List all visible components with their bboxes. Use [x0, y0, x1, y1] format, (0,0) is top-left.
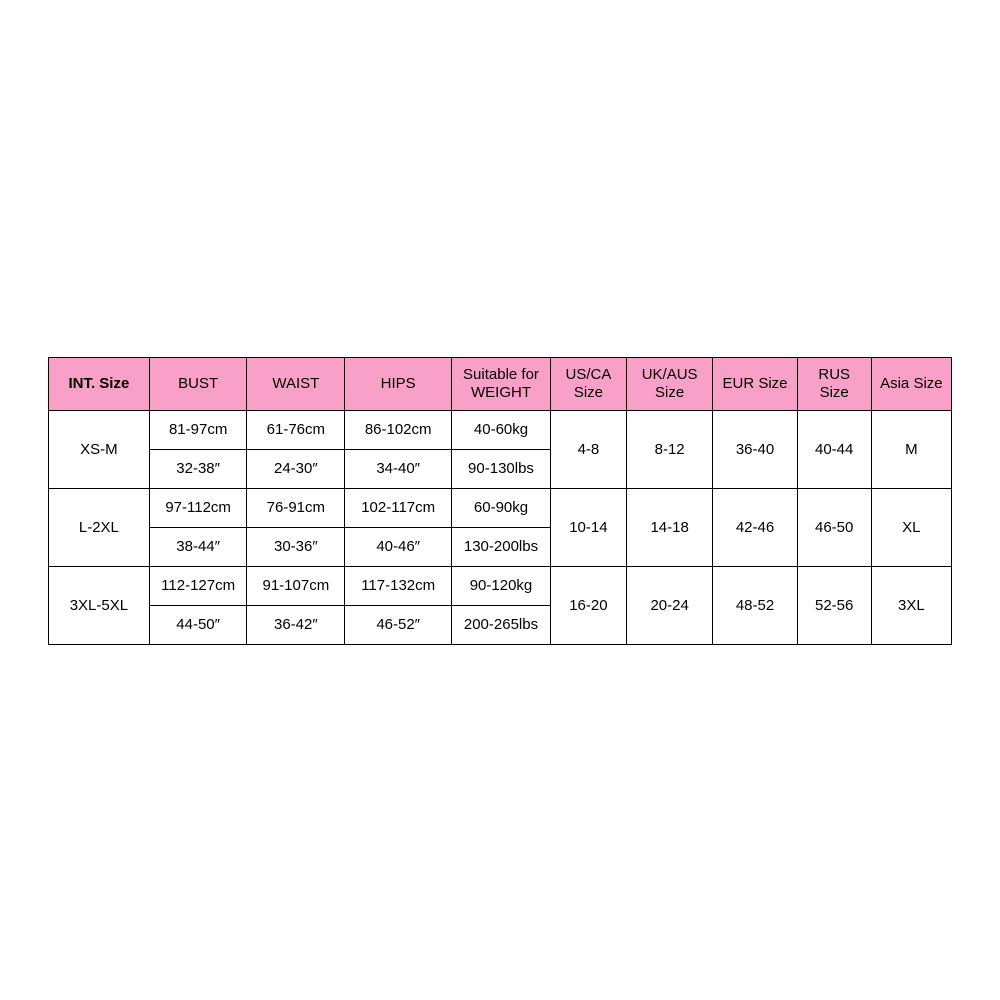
column-header-asia	[871, 358, 951, 411]
cell-rus-size: 46-50	[797, 489, 871, 567]
cell-bust-metric: 112-127cm	[149, 567, 247, 606]
cell-weight-metric: 40-60kg	[452, 411, 551, 450]
column-header-label-line1: US/CA	[565, 366, 612, 383]
cell-eur-size: 42-46	[713, 489, 797, 567]
cell-bust-imperial: 38-44″	[149, 528, 247, 567]
cell-hips-metric: 86-102cm	[345, 411, 452, 450]
column-header-us-ca	[550, 358, 626, 411]
cell-bust-metric: 81-97cm	[149, 411, 247, 450]
cell-waist-metric: 91-107cm	[247, 567, 345, 606]
cell-bust-imperial: 44-50″	[149, 606, 247, 645]
cell-weight-imperial: 130-200lbs	[452, 528, 551, 567]
cell-asia-size: 3XL	[871, 567, 951, 645]
cell-hips-metric: 117-132cm	[345, 567, 452, 606]
cell-hips-imperial: 34-40″	[345, 450, 452, 489]
cell-waist-imperial: 30-36″	[247, 528, 345, 567]
row-size-label	[49, 411, 150, 489]
cell-waist-imperial: 36-42″	[247, 606, 345, 645]
column-header-eur	[713, 358, 797, 411]
cell-weight-metric: 60-90kg	[452, 489, 551, 528]
cell-waist-imperial: 24-30″	[247, 450, 345, 489]
table-row	[49, 567, 952, 606]
cell-waist-metric: 76-91cm	[247, 489, 345, 528]
column-header-label: WAIST	[272, 375, 320, 393]
cell-eur-size: 48-52	[713, 567, 797, 645]
column-header-label-line2: Size	[573, 384, 603, 401]
cell-hips-metric: 102-117cm	[345, 489, 452, 528]
cell-weight-imperial: 200-265lbs	[452, 606, 551, 645]
column-header-label-line1: Suitable for	[463, 366, 539, 383]
cell-waist-metric: 61-76cm	[247, 411, 345, 450]
cell-uk-aus-size: 8-12	[626, 411, 712, 489]
cell-uk-aus-size: 14-18	[626, 489, 712, 567]
column-header-label-line2: Size	[819, 384, 849, 401]
column-header-label-line1: RUS	[818, 366, 851, 383]
cell-rus-size: 52-56	[797, 567, 871, 645]
column-header-weight	[452, 358, 551, 411]
table-header-row	[49, 358, 952, 411]
cell-hips-imperial: 46-52″	[345, 606, 452, 645]
size-chart-container	[48, 357, 952, 645]
row-size-label	[49, 567, 150, 645]
column-header-label: HIPS	[380, 375, 416, 393]
column-header-label-line2: WEIGHT	[471, 384, 531, 401]
cell-us-ca-size: 16-20	[550, 567, 626, 645]
size-chart-table	[48, 357, 952, 645]
table-row	[49, 411, 952, 450]
cell-hips-imperial: 40-46″	[345, 528, 452, 567]
column-header-label: EUR Size	[722, 375, 788, 393]
row-size-label	[49, 489, 150, 567]
size-label-text: XS-M	[80, 440, 118, 458]
cell-weight-metric: 90-120kg	[452, 567, 551, 606]
cell-us-ca-size: 4-8	[550, 411, 626, 489]
cell-rus-size: 40-44	[797, 411, 871, 489]
column-header-int-size	[49, 358, 150, 411]
column-header-label: INT. Size	[68, 375, 130, 393]
cell-weight-imperial: 90-130lbs	[452, 450, 551, 489]
column-header-hips	[345, 358, 452, 411]
column-header-label: BUST	[178, 375, 219, 393]
cell-bust-imperial: 32-38″	[149, 450, 247, 489]
cell-asia-size: XL	[871, 489, 951, 567]
size-label-text: 3XL-5XL	[69, 596, 129, 614]
column-header-bust	[149, 358, 247, 411]
column-header-label: Asia Size	[880, 375, 943, 393]
table-row	[49, 489, 952, 528]
column-header-label-line1: UK/AUS	[641, 366, 698, 383]
cell-eur-size: 36-40	[713, 411, 797, 489]
cell-us-ca-size: 10-14	[550, 489, 626, 567]
column-header-uk-aus	[626, 358, 712, 411]
column-header-rus	[797, 358, 871, 411]
size-label-text: L-2XL	[78, 518, 119, 536]
cell-uk-aus-size: 20-24	[626, 567, 712, 645]
cell-bust-metric: 97-112cm	[149, 489, 247, 528]
column-header-waist	[247, 358, 345, 411]
column-header-label-line2: Size	[655, 384, 685, 401]
cell-asia-size: M	[871, 411, 951, 489]
